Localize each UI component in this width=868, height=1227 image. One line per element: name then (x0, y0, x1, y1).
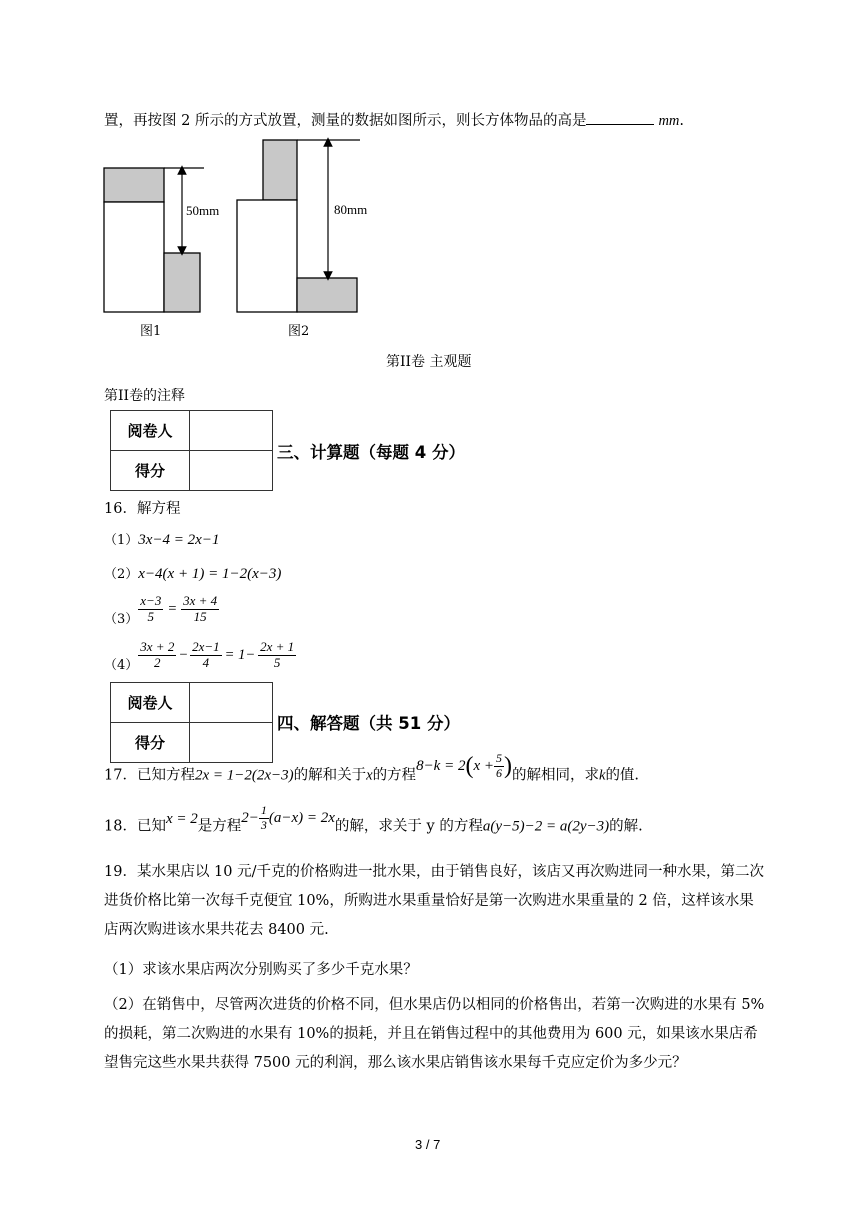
score-cell-2[interactable] (190, 723, 273, 763)
q16-item-2 (104, 563, 281, 583)
q16-item-1-num: （1） (104, 533, 139, 548)
q16-item-4 (104, 639, 296, 674)
q18-cond: x = 2 (165, 810, 198, 827)
q18-end: 的解. (609, 818, 643, 835)
part-title: 第II卷 主观题 (386, 354, 472, 370)
q16-item-3-eq: = (167, 601, 178, 618)
page-number: 3 / 7 (415, 1137, 441, 1152)
fig2-top-block (263, 140, 297, 200)
fig2-bottom-block (297, 278, 357, 312)
score-label-2: 得分 (111, 723, 190, 763)
q19-part-2: （2）在销售中，尽管两次进货的价格不同，但水果店仍以相同的价格售出，若第一次购进的水果有 5%的损耗，第二次购进的水果有 10%的损耗，并且在销售过程中的其他费用为 600 元，如果该水果店希望售完这些水果共获得 7500 元的利润，那么该水果店销售该水果每千克应定价为多少元？ (104, 997, 765, 1071)
q16-item-4-frac-1: $\frac{3x + 2}{2}$ (140, 639, 175, 670)
q16-item-4-frac-2: $\frac{2x-1}{4}$ (192, 639, 220, 670)
fig2-measure: 80mm (334, 202, 368, 217)
measurement-figures (100, 136, 380, 342)
q18-suffix: 的解，求关于 y 的方程 (334, 818, 483, 835)
q16-item-4-frac-3: $\frac{2x + 1}{5}$ (260, 639, 295, 670)
period: . (679, 113, 685, 129)
q17-prefix: 17．已知方程 (104, 767, 195, 784)
reviewer-label: 阅卷人 (111, 411, 190, 451)
q16-item-4-num: （4） (104, 658, 139, 674)
part-note: 第II卷的注释 (104, 388, 186, 404)
q16-title: 16．解方程 (104, 501, 181, 517)
fig1-top-block (104, 168, 164, 202)
section3-title: 三、计算题（每题 4 分） (277, 443, 465, 462)
q18-eq: 2− $\frac{1}{3}$ (a−x) = 2x (241, 803, 335, 832)
fig1-caption: 图1 (140, 324, 162, 339)
unit-label: mm (658, 113, 680, 129)
fig2-caption: 图2 (288, 324, 310, 339)
q17-mid: 的解和关于 (293, 767, 367, 784)
q16-item-2-num: （2） (104, 567, 139, 582)
q17-eq1: 2x = 1−2(2x−3) (194, 767, 294, 784)
figure-1 (104, 168, 219, 339)
q16-item-2-expr: x−4(x + 1) = 1−2(x−3) (138, 566, 282, 582)
q16-item-1-expr: 3x−4 = 2x−1 (138, 532, 220, 548)
fig1-measure: 50mm (186, 203, 220, 218)
score-table-2 (110, 682, 273, 763)
score-table-1 (110, 410, 273, 491)
q16-item-1 (104, 529, 219, 549)
q17-mid2: 的方程 (372, 767, 417, 784)
figure-2 (237, 140, 367, 339)
q19-part-1: （1）求该水果店两次分别购买了多少千克水果？ (104, 962, 418, 978)
q18-mid: 是方程 (197, 818, 242, 835)
q17-var: x (366, 767, 373, 784)
q16-item-4-minus: − (178, 647, 189, 664)
q17 (104, 751, 640, 791)
q17-end: 的值. (605, 767, 640, 784)
q16-item-3 (104, 593, 219, 628)
q16-item-4-eq: = 1− (224, 647, 256, 664)
section4-title: 四、解答题（共 51 分） (277, 714, 460, 733)
q18 (104, 803, 643, 842)
q19-paragraph-1: 19．某水果店以 10 元/千克的价格购进一批水果，由于销售良好，该店又再次购进同一种水果，第二次进货价格比第一次每千克便宜 10%，所购进水果重量恰好是第一次购进水果重量的 2 倍，这样该水果店两次购进该水果共花去 8400 元. (104, 864, 765, 938)
q18-prefix: 18．已知 (104, 818, 166, 835)
reviewer-cell[interactable] (190, 411, 273, 451)
intro-line (104, 109, 684, 130)
score-label: 得分 (111, 451, 190, 491)
reviewer-label-2: 阅卷人 (111, 683, 190, 723)
q16-item-3-frac-left: $\frac{x-3}{5}$ (140, 593, 162, 624)
q17-eq2: 8−k = 2(x + $\frac{5}{6}$ ) (416, 751, 512, 780)
intro-text: 置，再按图 2 所示的方式放置，测量的数据如图所示，则长方体物品的高是 (104, 113, 587, 129)
q17-suffix: 的解相同，求 (512, 767, 599, 784)
reviewer-cell-2[interactable] (190, 683, 273, 723)
q16-item-3-num: （3） (104, 612, 139, 628)
answer-blank[interactable] (586, 110, 654, 125)
score-cell[interactable] (190, 451, 273, 491)
q18-eq2: a(y−5)−2 = a(2y−3) (482, 818, 610, 835)
q17-k: k (599, 767, 606, 784)
fig2-table-left (237, 200, 297, 312)
fig1-table-left (104, 202, 164, 312)
q16-item-3-frac-right: $\frac{3x + 4}{15}$ (183, 593, 218, 624)
fig1-bottom-block (164, 253, 200, 312)
